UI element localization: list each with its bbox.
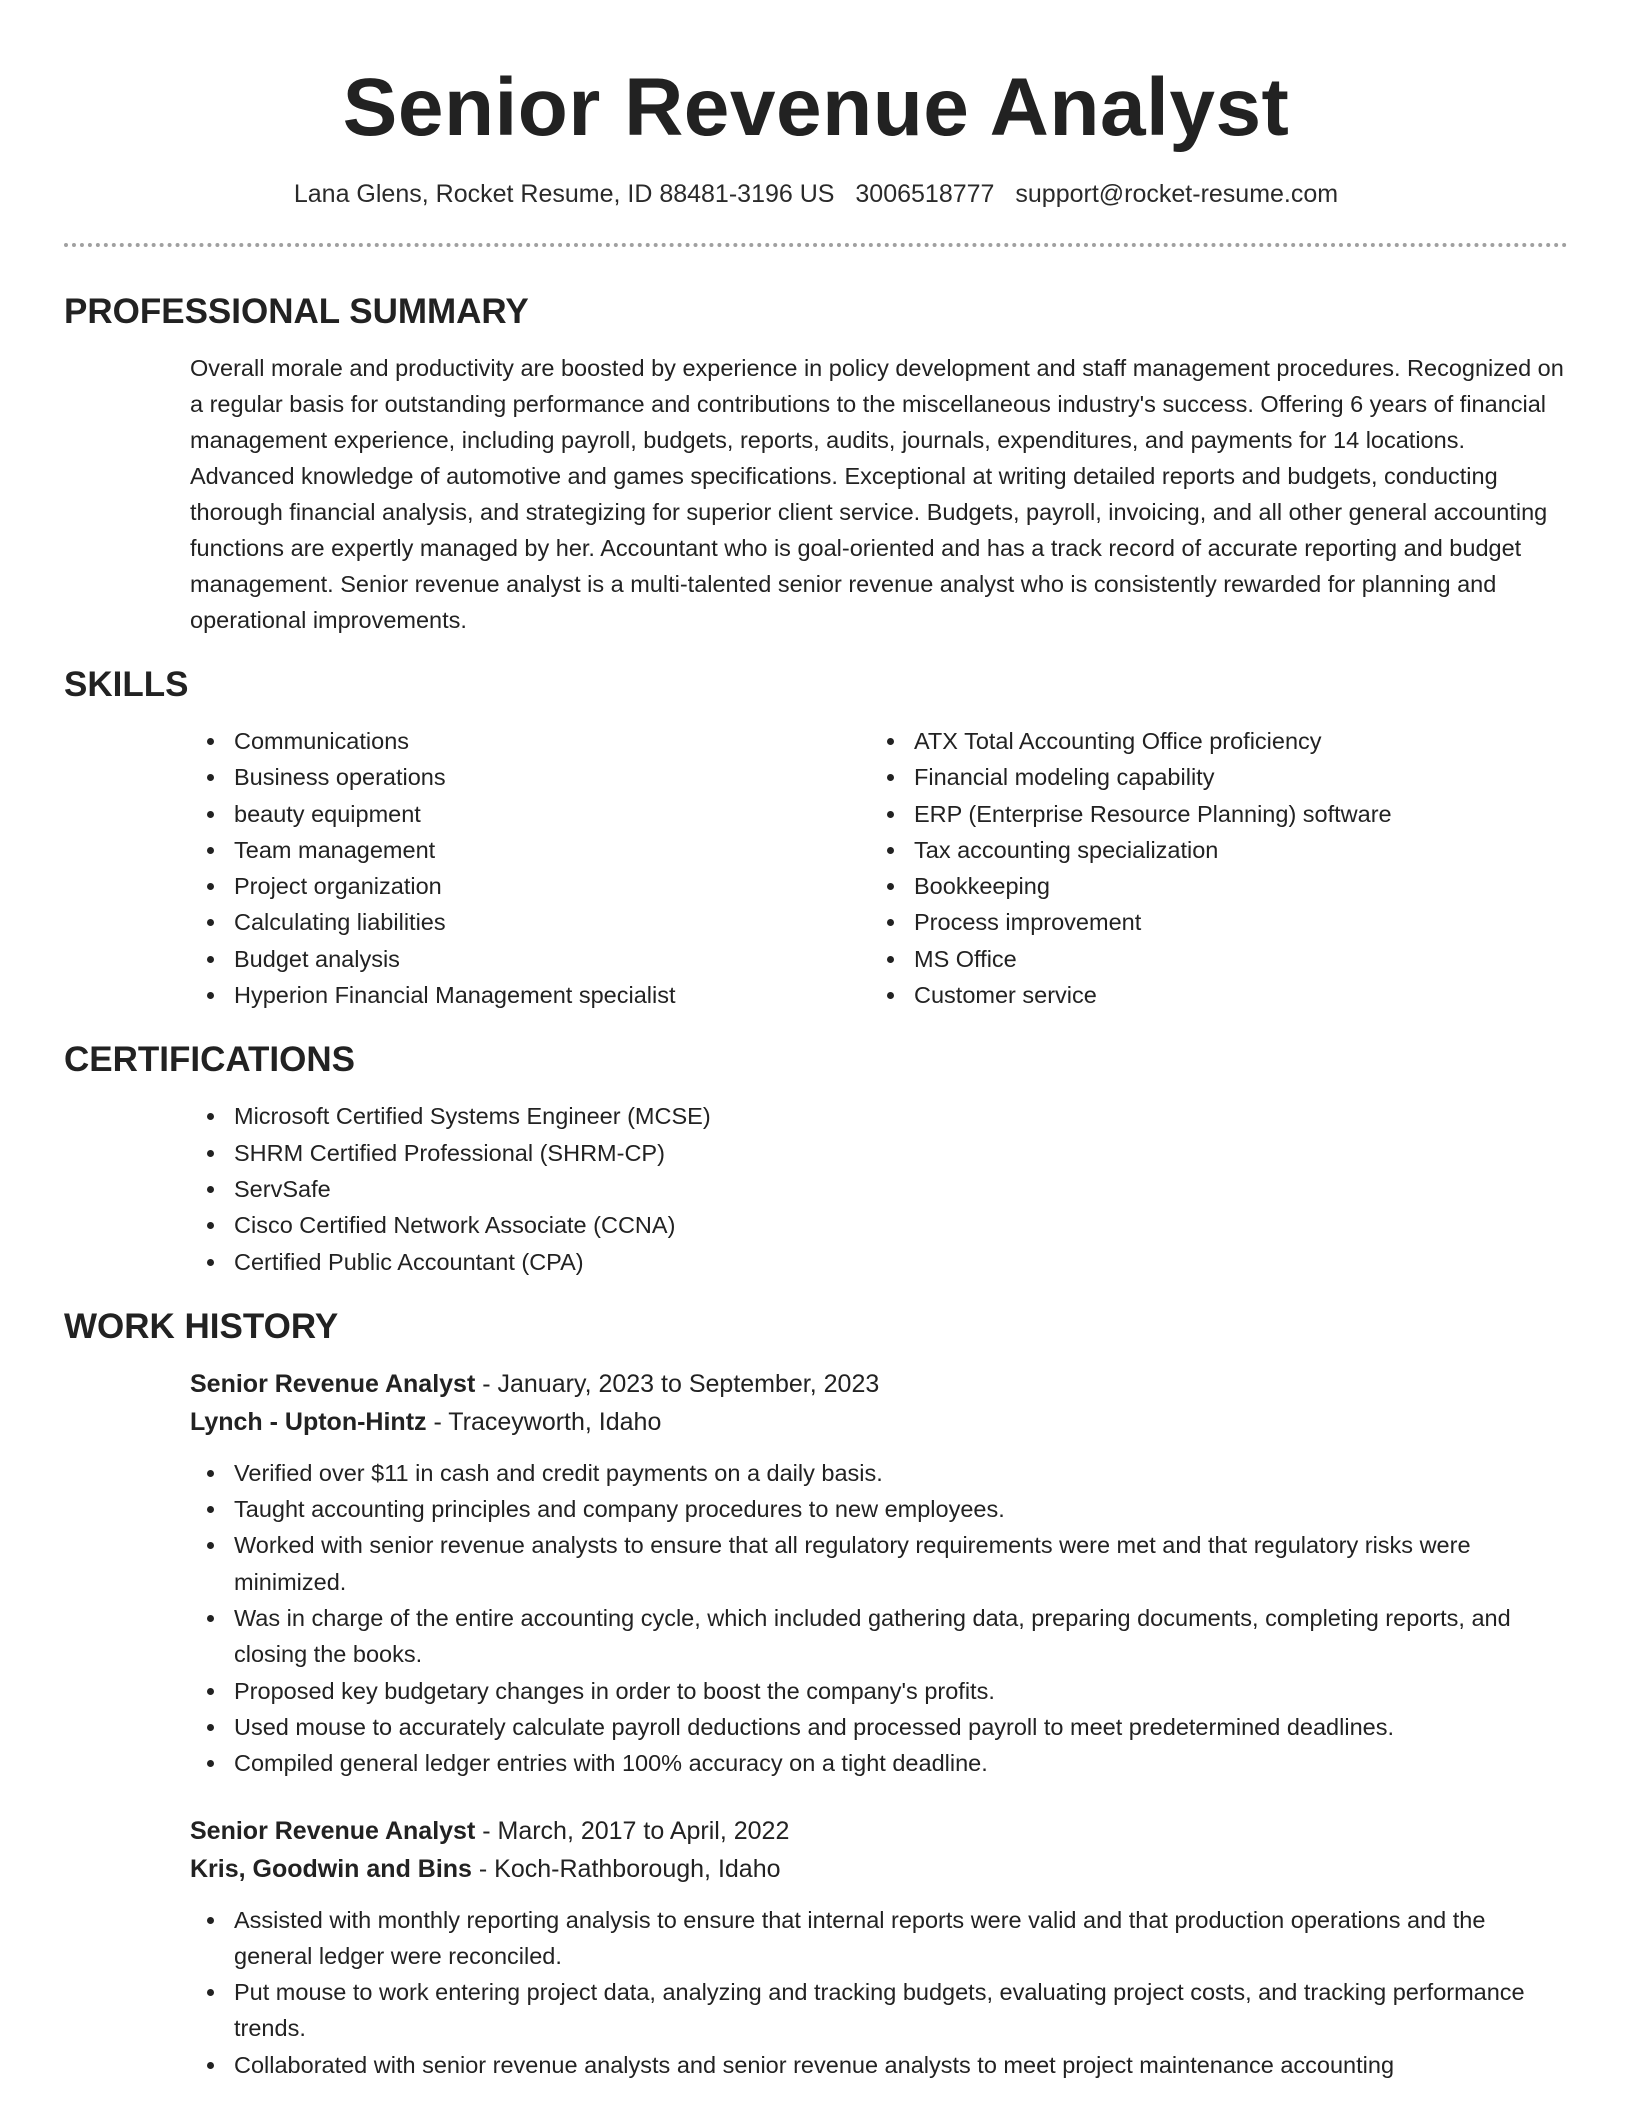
job-location: - Koch-Rathborough, Idaho bbox=[471, 1854, 781, 1883]
list-item: Certified Public Accountant (CPA) bbox=[190, 1244, 1568, 1280]
job-duties bbox=[190, 1902, 1568, 2083]
list-item: ServSafe bbox=[190, 1171, 1568, 1207]
list-item: Customer service bbox=[870, 977, 1550, 1013]
skills-column-left bbox=[190, 723, 870, 1013]
list-item: MS Office bbox=[870, 941, 1550, 977]
list-item: Assisted with monthly reporting analysis to ensure that internal reports were valid and that production operations and the general ledger were reconciled. bbox=[190, 1902, 1568, 1975]
list-item: Proposed key budgetary changes in order to boost the company's profits. bbox=[190, 1673, 1568, 1709]
job-entry bbox=[190, 1365, 1568, 1782]
resume-title: Senior Revenue Analyst bbox=[342, 62, 1290, 153]
summary-heading: PROFESSIONAL SUMMARY bbox=[64, 292, 529, 331]
list-item: SHRM Certified Professional (SHRM-CP) bbox=[190, 1135, 1568, 1171]
job-company: Lynch - Upton-Hintz bbox=[190, 1407, 427, 1436]
job-duties bbox=[190, 1455, 1568, 1782]
contact-address: Lana Glens, Rocket Resume, ID 88481-3196 US bbox=[293, 180, 835, 208]
list-item: Budget analysis bbox=[190, 941, 870, 977]
list-item: ERP (Enterprise Resource Planning) software bbox=[870, 796, 1550, 832]
skills-heading: SKILLS bbox=[64, 665, 189, 704]
job-company-line bbox=[190, 1850, 1568, 1888]
job-title-line bbox=[190, 1812, 1568, 1850]
job-company-line bbox=[190, 1403, 1568, 1441]
job-title-line bbox=[190, 1365, 1568, 1403]
list-item: Business operations bbox=[190, 759, 870, 795]
job-dates: - January, 2023 to September, 2023 bbox=[475, 1369, 880, 1398]
list-item: Tax accounting specialization bbox=[870, 832, 1550, 868]
list-item: Used mouse to accurately calculate payroll deductions and processed payroll to meet predetermined deadlines. bbox=[190, 1709, 1568, 1745]
resume-page bbox=[64, 0, 1568, 2083]
list-item: Calculating liabilities bbox=[190, 904, 870, 940]
list-item: Hyperion Financial Management specialist bbox=[190, 977, 870, 1013]
summary-text: Overall morale and productivity are boosted by experience in policy development and staff management procedures. Recognized on a regular basis for outstanding performance and contributions to the miscellaneous industry's success. Offering 6 years of financial management experience, including payroll, budgets, reports, audits, journals, expenditures, and payments for 14 locations. Advanced knowledge of automotive and games specifications. Exceptional at writing detailed reports and budgets, conducting thorough financial analysis, and strategizing for superior client service. Budgets, payroll, invoicing, and all other general accounting functions are expertly managed by her. Accountant who is goal-oriented and has a track record of accurate reporting and budget management. Senior revenue analyst is a multi-talented senior revenue analyst who is consistently rewarded for planning and operational improvements. bbox=[190, 355, 1564, 633]
list-item: ATX Total Accounting Office proficiency bbox=[870, 723, 1550, 759]
list-item: Process improvement bbox=[870, 904, 1550, 940]
list-item: Compiled general ledger entries with 100% accuracy on a tight deadline. bbox=[190, 1745, 1568, 1781]
job-title: Senior Revenue Analyst bbox=[190, 1816, 476, 1845]
list-item: Cisco Certified Network Associate (CCNA) bbox=[190, 1207, 1568, 1243]
list-item: Collaborated with senior revenue analysts and senior revenue analysts to meet project maintenance accounting bbox=[190, 2047, 1568, 2083]
list-item: Verified over $11 in cash and credit payments on a daily basis. bbox=[190, 1455, 1568, 1491]
list-item: Bookkeeping bbox=[870, 868, 1550, 904]
list-item: beauty equipment bbox=[190, 796, 870, 832]
list-item: Microsoft Certified Systems Engineer (MCSE) bbox=[190, 1098, 1568, 1134]
list-item: Taught accounting principles and company procedures to new employees. bbox=[190, 1491, 1568, 1527]
work-history-heading: WORK HISTORY bbox=[64, 1306, 339, 1346]
job-location: - Traceyworth, Idaho bbox=[426, 1407, 662, 1436]
list-item: Financial modeling capability bbox=[870, 759, 1550, 795]
contact-email: support@rocket-resume.com bbox=[1015, 180, 1339, 208]
skills-column-right bbox=[870, 723, 1550, 1013]
job-entry bbox=[190, 1812, 1568, 2083]
contact-line bbox=[64, 178, 1568, 210]
header-divider bbox=[64, 243, 1568, 247]
skills-list bbox=[190, 723, 1568, 1013]
list-item: Worked with senior revenue analysts to ensure that all regulatory requirements were met and that regulatory risks were minimized. bbox=[190, 1527, 1568, 1600]
job-company: Kris, Goodwin and Bins bbox=[190, 1854, 472, 1883]
certifications-list bbox=[190, 1098, 1568, 1279]
list-item: Put mouse to work entering project data, analyzing and tracking budgets, evaluating project costs, and tracking performance trends. bbox=[190, 1974, 1568, 2047]
list-item: Was in charge of the entire accounting cycle, which included gathering data, preparing documents, completing reports, and closing the books. bbox=[190, 1600, 1568, 1673]
contact-phone: 3006518777 bbox=[855, 180, 995, 208]
certifications-heading: CERTIFICATIONS bbox=[64, 1040, 356, 1080]
list-item: Project organization bbox=[190, 868, 870, 904]
list-item: Communications bbox=[190, 723, 870, 759]
job-title: Senior Revenue Analyst bbox=[190, 1369, 476, 1398]
list-item: Team management bbox=[190, 832, 870, 868]
job-dates: - March, 2017 to April, 2022 bbox=[475, 1816, 790, 1845]
